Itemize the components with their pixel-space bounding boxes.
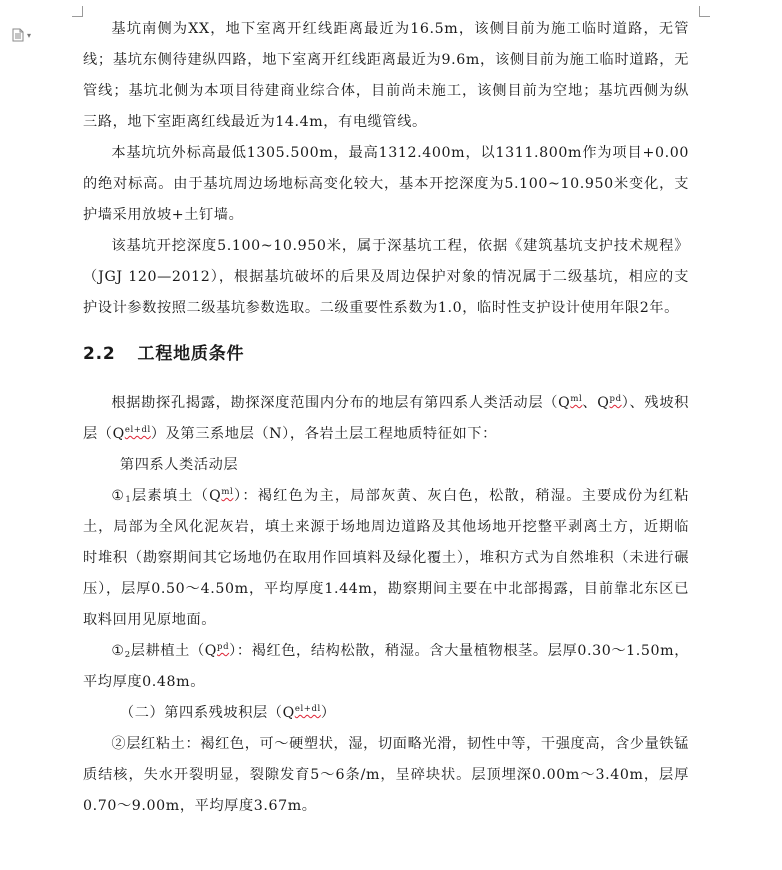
section-heading: [83, 340, 689, 368]
paragraph-text: 本基坑坑外标高最低1305.500m，最高1312.400m，以1311.800m作为项目+0.00的绝对标高。由于基坑周边场地标高变化较大，基本开挖深度为5.100~10.950米变化，支护墙采用放坡+土钉墙。: [83, 145, 689, 223]
paragraph-layer-topsoil: [83, 636, 689, 698]
text-run: 层红粘土：褐红色，可～硬塑状，湿，切面略光滑，韧性中等，干强度高，含少量铁锰质结核，失水开裂明显，裂隙发育5～6条/m，呈碎块状。层顶埋深0.00m～3.40m，层厚0.70～9.00m，平均厚度3.67m。: [83, 736, 689, 814]
layer-number: ①: [111, 488, 126, 504]
text-run: 根据勘探孔揭露，勘探深度范围内分布的地层有第四系人类活动层（Q: [111, 395, 571, 411]
paragraph-excavation-grade: [83, 231, 689, 324]
paragraph-layer-red-clay: [83, 729, 689, 822]
paragraph-strata-intro: [83, 388, 689, 450]
layer-subscript: 1: [125, 495, 132, 505]
text-run: ）：褐红色，结构松散，稍湿。含大量植物根茎。层厚0.30～1.50m，平均厚度0.48m。: [83, 643, 689, 690]
text-run: ）: [320, 705, 336, 721]
dropdown-arrow-icon: ▾: [27, 30, 32, 40]
superscript-el-dl: el+dl: [124, 425, 151, 435]
document-options-icon[interactable]: [12, 27, 46, 43]
text-run: 层耕植土（Q: [130, 643, 218, 659]
superscript-pd: pd: [609, 394, 622, 404]
subheading-quaternary-human-activity: [83, 450, 689, 481]
page-corner-mark-left: [72, 6, 83, 17]
paragraph-layer-fill: [83, 481, 689, 636]
paragraph-site-surroundings: [83, 14, 689, 138]
paragraph-text: 该基坑开挖深度5.100~10.950米，属于深基坑工程，依据《建筑基坑支护技术规程》（JGJ 120—2012），根据基坑破坏的后果及周边保护对象的情况属于二级基坑，相应的支护设计参数按照二级基坑参数选取。二级重要性系数为1.0，临时性支护设计使用年限2年。: [83, 238, 689, 316]
paragraph-text: 基坑南侧为XX，地下室离开红线距离最近为16.5m，该侧目前为施工临时道路，无管线；基坑东侧待建纵四路，地下室离开红线距离最近为9.6m，该侧目前为施工临时道路，无管线；基坑北侧为本项目待建商业综合体，目前尚未施工，该侧目前为空地；基坑西侧为纵三路，地下室距离红线最近为14.4m，有电缆管线。: [83, 21, 689, 130]
section-number: 2.2: [83, 344, 116, 364]
text-run: ）及第三系地层（N），各岩土层工程地质特征如下：: [150, 426, 497, 442]
subheading-text: 第四系人类活动层: [119, 457, 239, 473]
page-corner-mark-right: [699, 6, 710, 17]
text-run: （二）第四系残坡积层（Q: [119, 705, 295, 721]
text-run: 、Q: [582, 395, 610, 411]
text-run: 层素填土（Q: [131, 488, 222, 504]
document-icon: [12, 28, 24, 42]
layer-subscript: 2: [124, 650, 131, 660]
text-run: ）：褐红色为主，局部灰黄、灰白色，松散，稍湿。主要成份为红粘土，局部为全风化泥灰岩，填土来源于场地周边道路及其他场地开挖整平剥离土方，近期临时堆积（勘察期间其它场地仍在取用作回填料及绿化覆土），堆积方式为自然堆积（未进行碾压），层厚0.50～4.50m，平均厚度1.44m，勘察期间主要在中北部揭露，目前靠北东区已取料回用见原地面。: [83, 488, 690, 628]
superscript-ml: ml: [221, 487, 234, 497]
document-page: [83, 14, 689, 822]
layer-number: ①: [111, 643, 125, 659]
layer-number: ②: [111, 736, 127, 752]
subheading-residual-deposits: [83, 698, 689, 729]
section-title: 工程地质条件: [137, 344, 245, 364]
superscript-ml: ml: [570, 394, 583, 404]
superscript-pd: pd: [217, 642, 230, 652]
paragraph-elevation: [83, 138, 689, 231]
text-run: ）、残坡积层（Q: [83, 395, 689, 442]
superscript-el-dl: el+dl: [294, 704, 321, 714]
